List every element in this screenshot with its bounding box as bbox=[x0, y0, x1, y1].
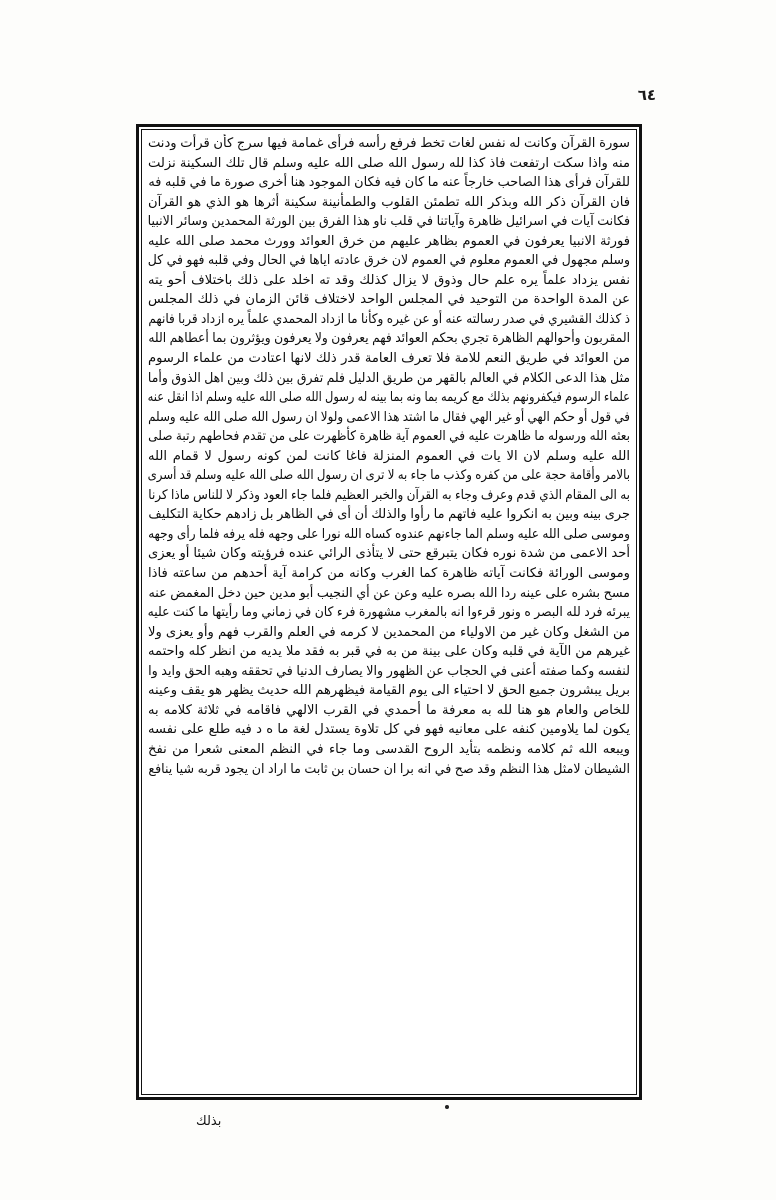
text-line: فكانت آيات في اسرائيل ظاهرة وآياتنا في قلب ناو هذا الفرق بين الورثة المحمدين وسائر الانبيا bbox=[148, 214, 630, 230]
text-line: وموسى صلى الله عليه وسلم الما جاءنهم عندوه كساه الله نورا على وجهه فله يرفه فلما رأى وجهه bbox=[148, 526, 630, 542]
catchword: بذلك bbox=[196, 1114, 222, 1129]
text-line: فان القرآن ذكر الله وبذكر الله تطمئن القلوب والطمأنينة سكينة أثرها هو الذي هو القرآن bbox=[148, 194, 630, 210]
text-line: منه واذا سكت ارتفعت فاذ كذا لله رسول الله صلى الله عليه وسلم قال تلك السكينة نزلت bbox=[148, 155, 630, 171]
text-line: وسلم مجهول في العموم معلوم في العموم لان خرق عادته اياها في الحال وفي قلبه فهو في كل bbox=[148, 253, 630, 269]
text-line: من الشغل وكان غير من الاولياء من المحمدين لا كرمه في العلم والقرب فهم وأو يعزى ولا bbox=[148, 624, 630, 640]
page-number: ٦٤ bbox=[637, 86, 656, 104]
text-line: علماء الرسوم فيكفرونهم بذلك مع كريمه بما ونه بما بينه له رسول الله صلى الله عليه وسلم اذا انقل عنه bbox=[148, 390, 630, 406]
text-line: بالامر وأقامة حجة على من كفره وكذب ما جاء به لا ترى ان رسول الله صلى الله عليه وسلم قد أسرى bbox=[148, 468, 630, 484]
text-line: به الى المقام الذي قدم وعرف وجاء به القرآن والخبر العظيم فلما جاء العود وذكر لا للناس ماذا كرنا bbox=[148, 487, 630, 503]
text-line: وموسى الورائة فكانت آياته ظاهرة كما الغرب وكانه من كرامة آية أحدهم من ساعته فاذا bbox=[148, 566, 630, 582]
text-line: الشيطان لامثل هذا النظم وقد صح في انه برا ان حسان بن ثابت ما اراد ان يجود قربه شيا ينافع bbox=[148, 761, 630, 777]
text-line: يبرئه فرد لله البصر ه ونور قرءوا انه بالمغرب مشهورة فرء كان في زماني وما رأيتها ما كنت عليه bbox=[148, 605, 630, 621]
text-line: للخاص والعام هو هنا لله به معرفة ما أحمدي في القرب الالهي فاقامه في ثلاثة كلامه به bbox=[148, 702, 630, 718]
text-line: مسح بشره على عينه ردا الله بصره عليه وعن عن أي النجيب أبو مدين حين دخل المغمض عنه bbox=[148, 585, 630, 601]
text-line: غيرهم من الآية في قلبه وكان على بينة من به في قبر به فقد ملا يديه من انظر كله واحتمه bbox=[148, 644, 630, 660]
text-line: الله عليه وسلم لان الا يات في العموم المنزلة فاغا كانت لمن كونه رسول لا قمام الله bbox=[148, 448, 630, 464]
text-line: نفس يزداد علماً يره علم حال وذوق لا يزال كذلك وقد ته اخلد على ذلك باختلاف أحو يته bbox=[148, 272, 630, 288]
text-line: للقرآن فرأى هذا الصاحب خارجاً عنه ما كان فيه فكان الموجود هنا أخرى صورة ما في قلبه فه bbox=[148, 175, 630, 191]
text-line: بعثه الله ورسوله ما ظاهرت عليه في العموم آية ظاهرة كأظهرت على من تقدم فحاطهم رتبة صلى bbox=[148, 429, 630, 445]
text-line: في قول أو حكم الهي أو غير الهي فقال ما اشتد هذا الاعمى ولولا ان رسول الله صلى الله عليه وسلم bbox=[148, 409, 630, 425]
text-line: سورة القرآن وكانت له نفس لغات تخط فرفع رأسه فرأى غمامة فيها سرج كأن قرأت ودنت bbox=[148, 136, 630, 151]
text-line: من العوائد في طريق النعم للامة فلا تعرف العامة قدر ذلك لانها اعتادت من علماء الرسوم bbox=[148, 351, 630, 367]
text-line: فورثة الانبيا يعرفون في العموم بظاهر عليهم من خرق العوائد وورث محمد صلى الله عليه bbox=[148, 233, 630, 249]
text-line: مثل هذا الدعى الكلام في العالم بالقهر من طريق الدليل فلم تفرق بين ذلك وبين اهل الذوق وأما bbox=[148, 370, 630, 386]
ink-mark bbox=[445, 1105, 449, 1109]
text-line: المقربون وأحوالهم الظاهرة تجري بحكم العوائد فهم يعرفون ولا يعرفون ويؤثرون بما أعطاهم الله bbox=[148, 331, 630, 347]
arabic-text-body bbox=[148, 134, 630, 1090]
text-line: يكون لما يلاومين كنفه على معانيه فهو في كل تلاوة يستدل لغة ما ه د فيه طلع على نفسه bbox=[148, 722, 630, 738]
text-line: ذ كذلك القشيري في صدر رسالته عنه أو عن غيره وكأنا ما ازداد المحمدي علماً يره ازداد قربا فانهم bbox=[148, 311, 630, 327]
text-line: لنفسه وكما صفته أعنى في الحجاب عن الظهور والا يصارف الدنيا في تحققه وهبه الحق وايد وا bbox=[148, 663, 630, 679]
text-block-frame bbox=[136, 124, 642, 1100]
text-line: أحد الاعمى من شدة نوره فكان يتبرقع حتى لا يتأذى الرائي عنده فرؤيته وكان شيئا أو يعزى bbox=[148, 546, 630, 562]
text-line: عن المدة الواحدة من التوحيد في المجلس الواحد لاختلاف قائن الزمان في ذلك المجلس bbox=[148, 292, 630, 308]
text-line: بريل يبشرون جميع الحق لا احتياء الى يوم القيامة فيظهرهم الله حديث يظهر هو يقف وعينه bbox=[148, 683, 630, 699]
text-line: جرى بينه وبين به انكروا عليه فاتهم ما رأوا والذلك أن أى في الظاهر بل زادهم حكاية التكليف bbox=[148, 507, 630, 523]
text-line: ويبعه الله ثم كلامه ونظمه بتأيد الروح القدسى وما جاء في النظم المعنى شعرا من نفخ bbox=[148, 741, 630, 757]
